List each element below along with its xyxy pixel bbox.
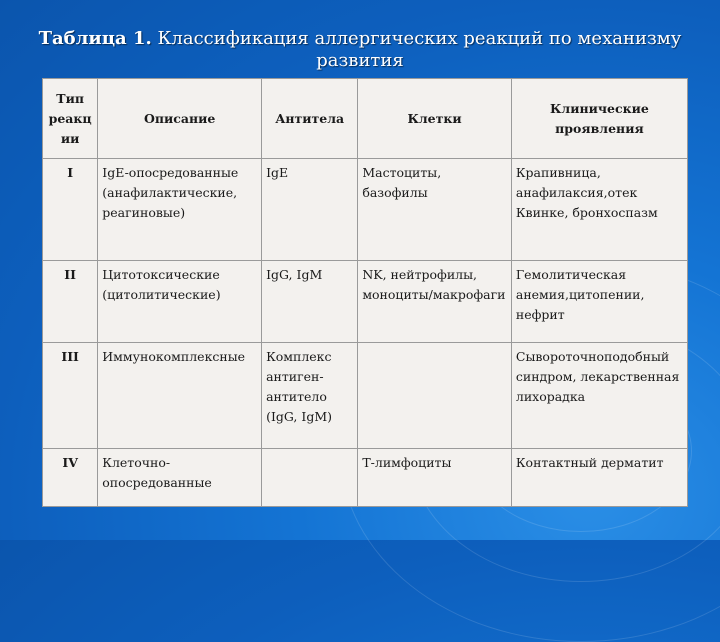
description-cell: Клеточно-опосредованные	[98, 449, 262, 507]
header-cell: Антитела	[262, 79, 358, 159]
table-row	[43, 343, 688, 449]
cells-cell: Т-лимфоциты	[358, 449, 512, 507]
title-label: Таблица 1.	[38, 28, 152, 49]
cells-cell: Мастоциты, базофилы	[358, 159, 512, 261]
antibodies-cell: IgE	[262, 159, 358, 261]
header-cell: Тип реакции	[43, 79, 98, 159]
clinical-cell: Крапивница, анафилаксия,отек Квинке, бронхоспазм	[511, 159, 687, 261]
title-text: Классификация аллергических реакций по механизму развития	[157, 28, 682, 71]
type-cell: III	[43, 343, 98, 449]
clinical-cell: Гемолитическая анемия,цитопении, нефрит	[511, 261, 687, 343]
antibodies-cell: IgG, IgM	[262, 261, 358, 343]
table-header-row	[43, 79, 688, 159]
table-row	[43, 261, 688, 343]
description-cell: IgE-опосредованные (анафилактические, реагиновые)	[98, 159, 262, 261]
cells-cell	[358, 343, 512, 449]
slide-title	[20, 28, 700, 72]
header-cell: Описание	[98, 79, 262, 159]
description-cell: Иммунокомплексные	[98, 343, 262, 449]
table-row	[43, 159, 688, 261]
header-cell: Клинические проявления	[511, 79, 687, 159]
type-cell: IV	[43, 449, 98, 507]
table-row	[43, 449, 688, 507]
classification-table	[42, 78, 688, 507]
type-cell: I	[43, 159, 98, 261]
cells-cell: NK, нейтрофилы, моноциты/макрофаги	[358, 261, 512, 343]
antibodies-cell	[262, 449, 358, 507]
header-cell: Клетки	[358, 79, 512, 159]
antibodies-cell: Комплекс антиген-антитело (IgG, IgM)	[262, 343, 358, 449]
description-cell: Цитотоксические (цитолитические)	[98, 261, 262, 343]
clinical-cell: Сывороточноподобный синдром, лекарственная лихорадка	[511, 343, 687, 449]
clinical-cell: Контактный дерматит	[511, 449, 687, 507]
type-cell: II	[43, 261, 98, 343]
